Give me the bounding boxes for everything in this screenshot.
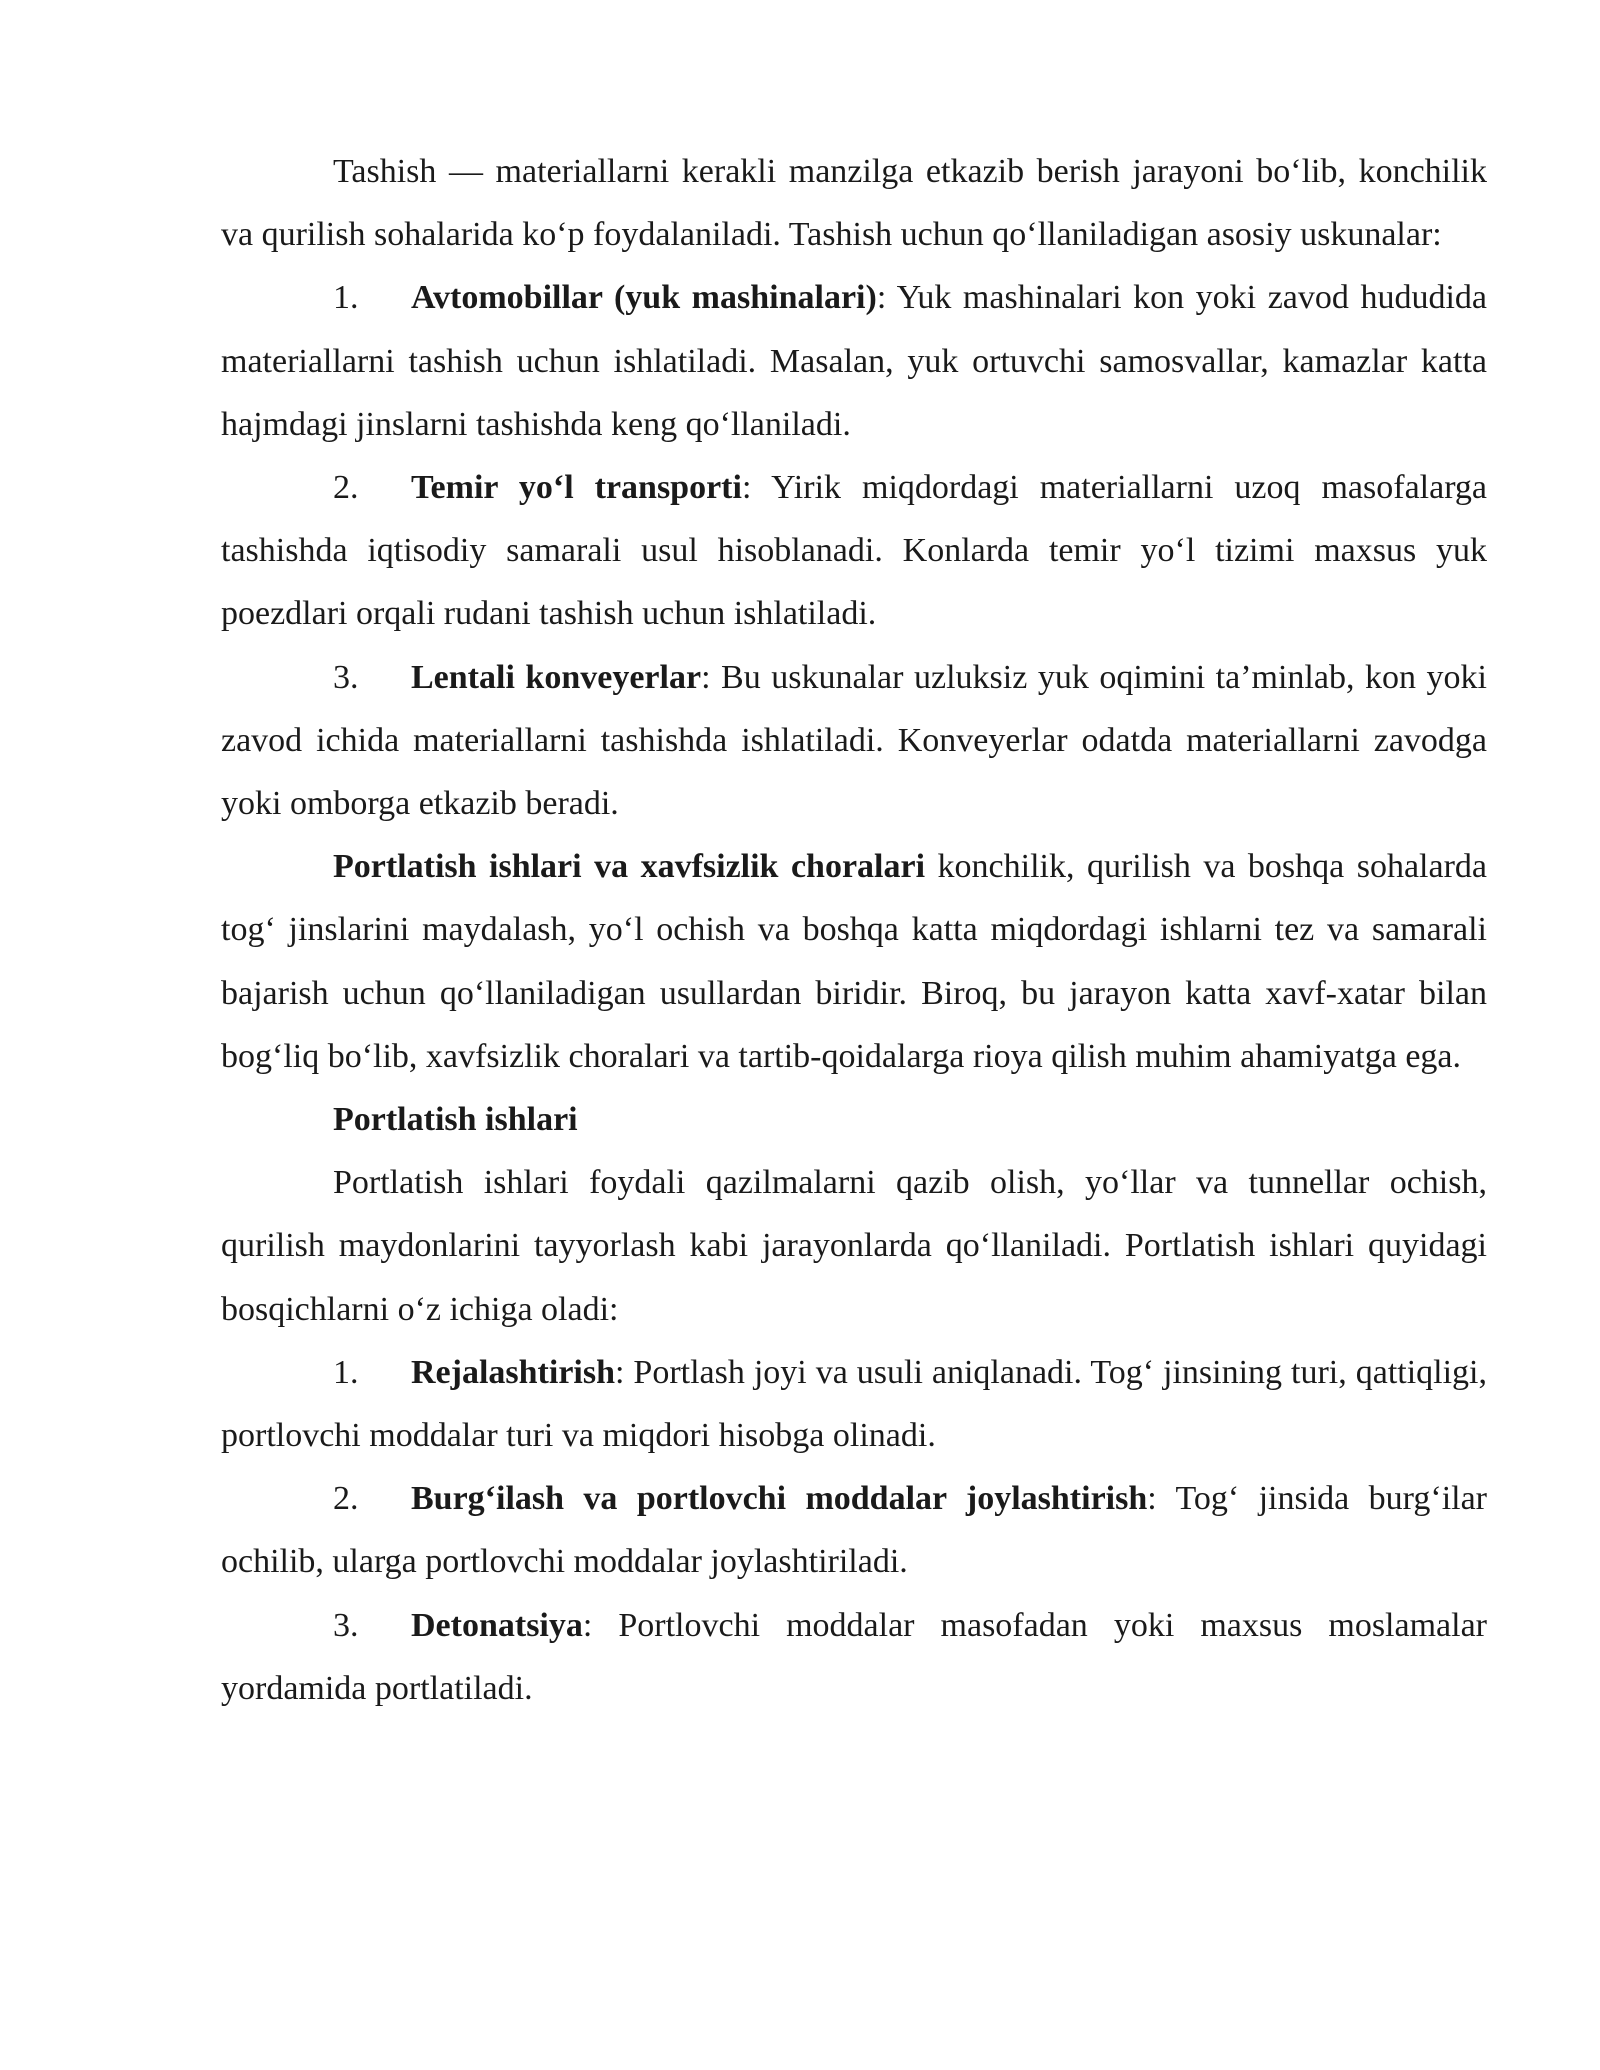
section-heading: Portlatish ishlari: [333, 1101, 578, 1139]
blasting-text: konchilik, qurilish va boshqa sohalarda tog‘ jinslarini maydalash, yo‘l ochish va boshqa katta miqdordagi ishlarni tez va samarali bajarish uchun qo‘llaniladigan usullardan biridir. Biroq, bu jarayon katta xavf-xatar bilan bog‘liq bo‘lib, xavfsizlik choralari va tartib-qoidalarga rioya qilish muhim ahamiyatga ega.: [221, 848, 1488, 1075]
stages-list-item-1: [221, 1341, 1487, 1467]
list-term: Burg‘ilash va portlovchi moddalar joylashtirish: [411, 1480, 1148, 1518]
list-number: 2.: [333, 1480, 359, 1518]
list-text: : Portlovchi moddalar masofadan yoki maxsus moslamalar yordamida portlatiladi.: [221, 1606, 1487, 1707]
stages-list-item-3: [221, 1594, 1487, 1720]
list-number: 1.: [333, 279, 359, 317]
list-term: Detonatsiya: [411, 1606, 583, 1644]
list-term: Avtomobillar (yuk mashinalari): [411, 279, 877, 317]
blasting-term: Portlatish ishlari va xavfsizlik choralari: [333, 848, 926, 886]
list-text: : Tog‘ jinsida burg‘ilar ochilib, ularga portlovchi moddalar joylashtiriladi.: [221, 1480, 1488, 1581]
transport-list-item-3: [221, 646, 1487, 836]
blasting-intro-paragraph: [221, 835, 1487, 1088]
list-number: 1.: [333, 1353, 359, 1391]
list-text: : Yuk mashinalari kon yoki zavod hududida materiallarni tashish uchun ishlatiladi. Masalan, yuk ortuvchi samosvallar, kamazlar katta hajmdagi jinslarni tashishda keng qo‘llaniladi.: [221, 279, 1487, 443]
document-page: [221, 140, 1487, 1720]
transport-list-item-1: [221, 266, 1487, 456]
list-term: Rejalashtirish: [411, 1353, 615, 1391]
intro-paragraph: Tashish — materiallarni kerakli manzilga etkazib berish jarayoni bo‘lib, konchilik va qurilish sohalarida ko‘p foydalaniladi. Tashish uchun qo‘llaniladigan asosiy uskunalar:: [221, 153, 1487, 254]
list-term: Lentali konveyerlar: [411, 658, 702, 696]
section-paragraph: Portlatish ishlari foydali qazilmalarni qazib olish, yo‘llar va tunnellar ochish, qurilish maydonlarini tayyorlash kabi jarayonlarda qo‘llaniladi. Portlatish ishlari quyidagi bosqichlarni o‘z ichiga oladi:: [221, 1164, 1487, 1328]
stages-list-item-2: [221, 1467, 1487, 1593]
list-text: : Yirik miqdordagi materiallarni uzoq masofalarga tashishda iqtisodiy samarali usul hisoblanadi. Konlarda temir yo‘l tizimi maxsus yuk poezdlari orqali rudani tashish uchun ishlatiladi.: [221, 469, 1487, 633]
transport-list-item-2: [221, 456, 1487, 646]
list-term: Temir yo‘l transporti: [411, 469, 742, 507]
list-text: : Bu uskunalar uzluksiz yuk oqimini ta’minlab, kon yoki zavod ichida materiallarni tashishda ishlatiladi. Konveyerlar odatda materiallarni zavodga yoki omborga etkazib beradi.: [221, 658, 1487, 823]
list-number: 3.: [333, 658, 359, 696]
list-number: 3.: [333, 1606, 359, 1644]
list-number: 2.: [333, 469, 359, 507]
list-text: : Portlash joyi va usuli aniqlanadi. Tog‘ jinsining turi, qattiqligi, portlovchi moddalar turi va miqdori hisobga olinadi.: [221, 1353, 1487, 1455]
